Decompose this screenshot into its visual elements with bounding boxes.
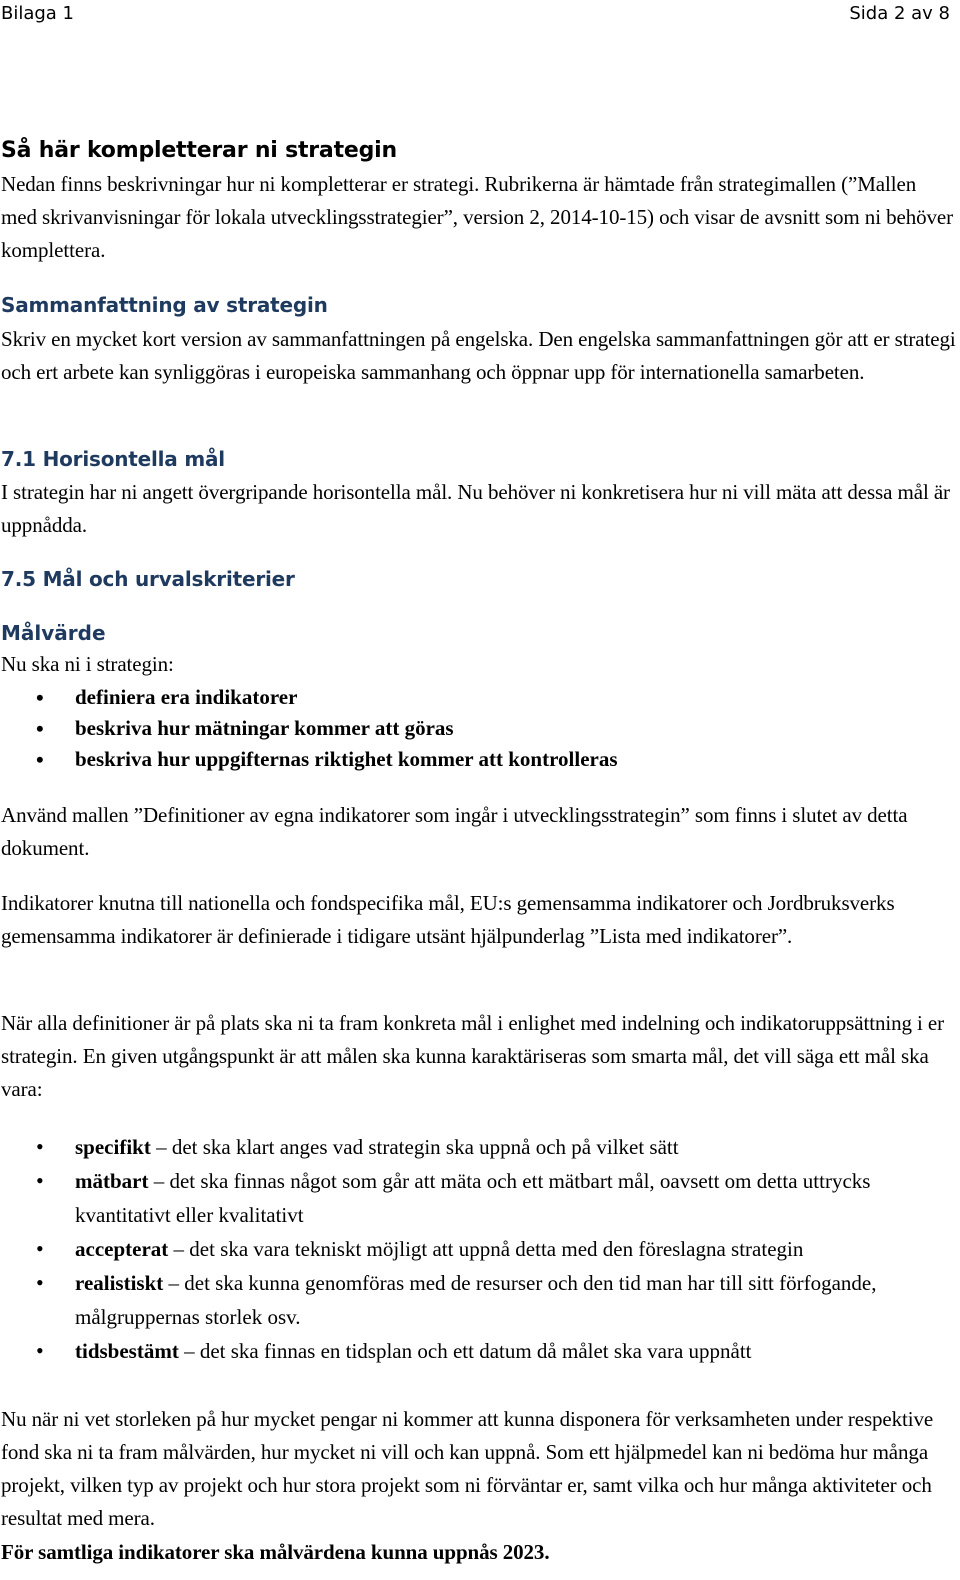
section-title-summary: Sammanfattning av strategin xyxy=(1,293,328,317)
list-item: • definiera era indikatorer xyxy=(0,682,955,713)
indicators-paragraph: Indikatorer knutna till nationella och fondspecifika mål, EU:s gemensamma indikatorer och Jordbruksverks gemensamma indikatorer är definierade i tidigare utsänt hjälpunderlag ”Lista med indikatorer”. xyxy=(1,891,895,948)
target-bullet-list xyxy=(0,682,955,775)
smart-term: tidsbestämt xyxy=(75,1339,179,1363)
smart-term: accepterat xyxy=(75,1237,169,1261)
smart-term: mätbart xyxy=(75,1169,149,1193)
summary-paragraph: Skriv en mycket kort version av sammanfattningen på engelska. Den engelska sammanfattningen gör att er strategi och ert arbete kan synliggöras i europeiska sammanhang och öppnar upp för internationella samarbeten. xyxy=(1,327,956,384)
smart-intro-paragraph: När alla definitioner är på plats ska ni ta fram konkreta mål i enlighet med indelning och indikatoruppsättning i er strategin. En given utgångspunkt är att målen ska kunna karaktäriseras som smarta mål, det vill säga ett mål ska vara: xyxy=(1,1011,945,1101)
list-item xyxy=(0,1334,955,1368)
smart-desc: – det ska kunna genomföras med de resurser och den tid man har till sitt förfogande, målgruppernas storlek osv. xyxy=(75,1271,877,1329)
section-title-horizontal-goals: 7.1 Horisontella mål xyxy=(1,447,225,471)
list-item xyxy=(0,1266,955,1334)
list-item: • beskriva hur mätningar kommer att göras xyxy=(0,713,955,744)
list-item: • beskriva hur uppgifternas riktighet kommer att kontrolleras xyxy=(0,744,955,775)
header-page-number: Sida 2 av 8 xyxy=(849,3,950,24)
smart-goals-list xyxy=(0,1130,955,1368)
target-intro: Nu ska ni i strategin: xyxy=(1,652,174,676)
final-statement: För samtliga indikatorer ska målvärdena kunna uppnås 2023. xyxy=(1,1540,550,1564)
horizontal-goals-paragraph: I strategin har ni angett övergripande horisontella mål. Nu behöver ni konkretisera hur ni vill mäta att dessa mål är uppnådda. xyxy=(1,480,950,537)
intro-paragraph: Nedan finns beskrivningar hur ni kompletterar er strategi. Rubrikerna är hämtade från strategimallen (”Mallen med skrivanvisningar för lokala utvecklingsstrategier”, version 2, 2014-10-15) och visar de avsnitt som ni behöver komplettera. xyxy=(1,172,954,262)
smart-desc: – det ska vara tekniskt möjligt att uppnå detta med den föreslagna strategin xyxy=(168,1237,804,1261)
target-values-paragraph: Nu när ni vet storleken på hur mycket pengar ni kommer att kunna disponera för verksamheten under respektive fond ska ni ta fram målvärden, hur mycket ni vill och kan uppnå. Som ett hjälpmedel kan ni bedöma hur många projekt, vilken typ av projekt och hur stora projekt som ni förväntar er, samt vilka och hur många aktiviteter och resultat med mera. xyxy=(1,1407,934,1530)
subsection-title-target-value: Målvärde xyxy=(1,621,106,645)
section-title-main: Så här kompletterar ni strategin xyxy=(1,138,397,163)
smart-desc: – det ska klart anges vad strategin ska uppnå och på vilket sätt xyxy=(150,1135,679,1159)
list-item xyxy=(0,1130,955,1164)
template-paragraph: Använd mallen ”Definitioner av egna indikatorer som ingår i utvecklingsstrategin” som finns i slutet av detta dokument. xyxy=(1,803,908,860)
header-attachment: Bilaga 1 xyxy=(1,3,75,24)
smart-term: specifikt xyxy=(75,1135,151,1159)
list-item xyxy=(0,1232,955,1266)
smart-term: realistiskt xyxy=(75,1271,164,1295)
section-title-goals-criteria: 7.5 Mål och urvalskriterier xyxy=(1,567,295,591)
smart-desc: – det ska finnas något som går att mäta och ett mätbart mål, oavsett om detta uttrycks kvantitativt eller kvalitativt xyxy=(75,1169,871,1227)
smart-desc: – det ska finnas en tidsplan och ett datum då målet ska vara uppnått xyxy=(178,1339,752,1363)
list-item xyxy=(0,1164,955,1232)
